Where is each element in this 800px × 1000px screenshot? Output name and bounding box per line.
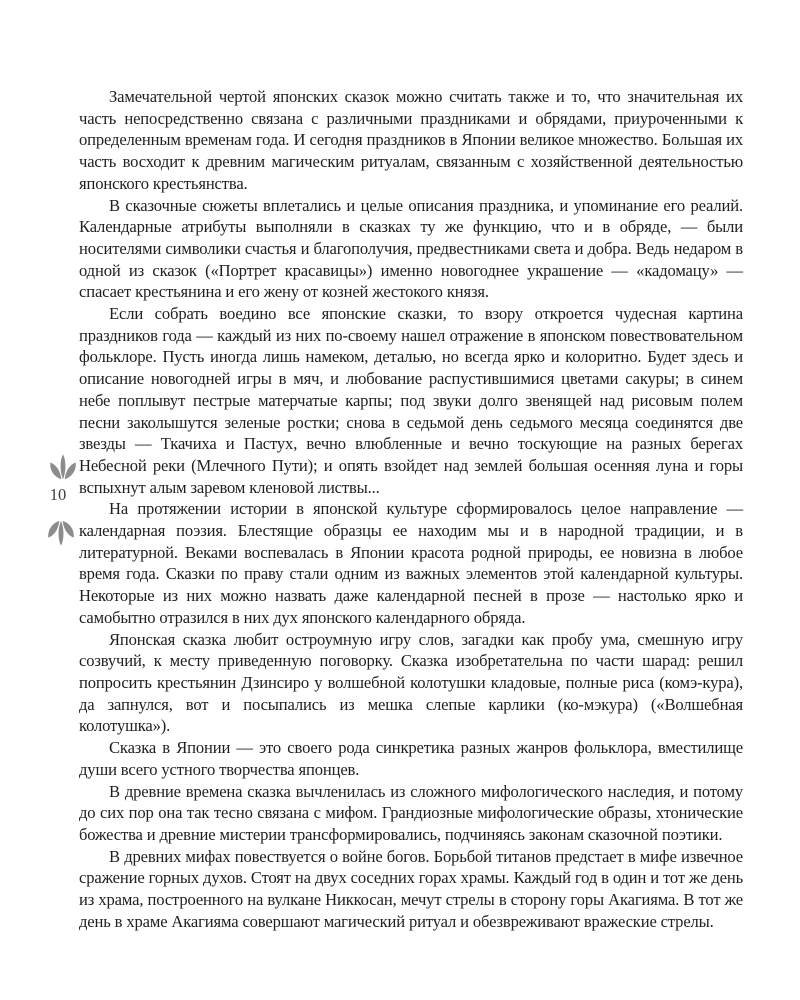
page-margin (0, 0, 79, 1000)
body-paragraph: Замечательной чертой японских сказок можно считать также и то, что значительная их часть непосредственно связана с различными праздниками и обрядами, приуроченными к определенным временам года. И сегодня праздников в Японии великое множество. Большая их часть восходит к древним магическим ритуалам, связанным с хозяйственной деятельностью японского крестьянства. (79, 87, 743, 193)
body-paragraph: На протяжении истории в японской культуре сформировалось целое направление — календарная поэзия. Блестящие образцы ее находим мы и в народной традиции, и в литературной. Веками воспевалась в Японии красота родной природы, ее новизна в любое время года. Сказки по праву стали одним из важных элементов этой календарной культуры. Некоторые из них можно назвать даже календарной песней в прозе — настолько ярко и самобытно отразился в них дух японского календарного обряда. (79, 499, 743, 627)
body-paragraph: В древних мифах повествуется о войне богов. Борьбой титанов предстает в мифе извечное сражение горных духов. Стоят на двух соседних горах храмы. Каждый год в один и тот же день из храма, построенного на вулкане Никкосан, мечут стрелы в сторону горы Акагияма. В тот же день в храме Акагияма совершают магический ритуал и обезвреживают вражеские стрелы. (79, 846, 743, 931)
body-paragraph: Японская сказка любит остроумную игру слов, загадки как пробу ума, смешную игру созвучий, к месту приведенную поговорку. Сказка изобретательна по части шарад: решил попросить крестьянин Дзинсиро у волшебной колотушки кладовые, полные риса (комэ-кура), да запнулся, вот и посыпались из мешка слепые карлики (ко-мэкура) («Волшебная колотушка»). (79, 629, 743, 736)
body-paragraph: Если собрать воедино все японские сказки, то взору откроется чудесная картина праздников года — каждый из них по-своему нашел отражение в японском повествовательном фольклоре. Пусть иногда лишь намеком, деталью, но всегда ярко и колоритно. Будет здесь и описание новогодней игры в мяч, и любование распустившимися цветами сакуры; в синем небе поплывут пестрые матерчатые карпы; под звуки долго звенящей над рисовым полем песни заколышутся зеленые ростки; снова в седьмой день седьмого месяца соединятся две звезды — Ткачиха и Пастух, вечно влюбленные и вечно тоскующие на разных берегах Небесной реки (Млечного Пути); и опять взойдет над землей большая осенняя луна и горы вспыхнут алым заревом кленовой листвы... (79, 304, 743, 497)
body-paragraph: В древние времена сказка вычленилась из сложного мифологического наследия, и потому до сих пор она так тесно связана с мифом. Грандиозные мифологические образы, хтонические божества и древние мистерии трансформировались, подчиняясь законам сказочной поэтики. (79, 781, 743, 844)
page-number: 10 (49, 485, 67, 504)
leaf-ornament-up-icon (48, 452, 78, 482)
body-paragraph: Сказка в Японии — это своего рода синкретика разных жанров фольклора, вместилище души всего устного творчества японцев. (79, 738, 743, 779)
body-paragraph: В сказочные сюжеты вплетались и целые описания праздника, и упоминание его реалий. Календарные атрибуты выполняли в сказках ту же функцию, что и в обряде, — были носителями символики счастья и благополучия, предвестниками света и добра. Ведь недаром в одной из сказок («Портрет красавицы») именно новогоднее украшение — «кадомацу» — спасает крестьянина и его жену от козней жестокого князя. (79, 195, 743, 302)
leaf-ornament-down-icon (46, 518, 76, 548)
text-block (79, 86, 743, 932)
